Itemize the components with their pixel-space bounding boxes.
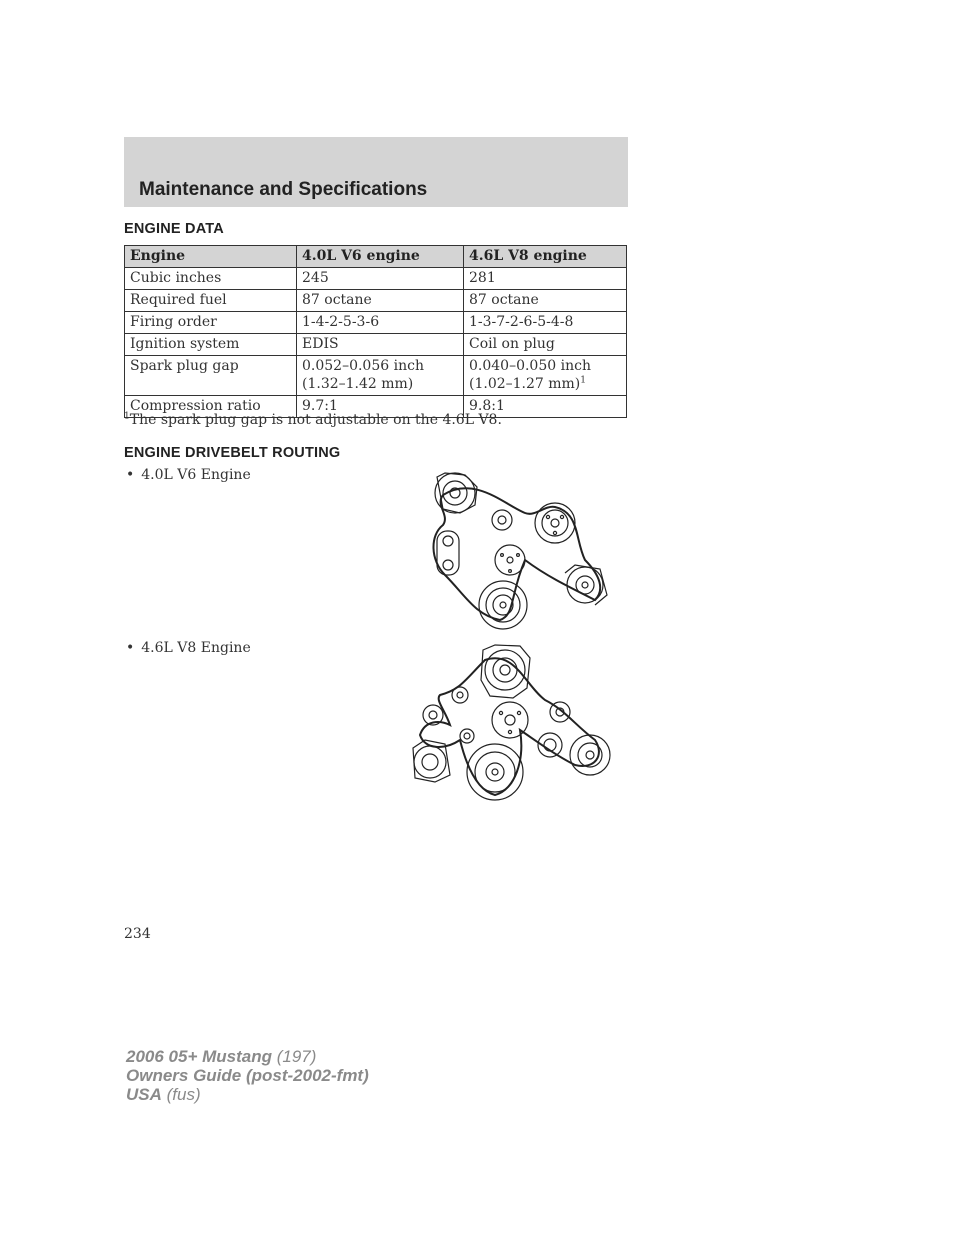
table-cell: Compression ratio <box>125 396 297 418</box>
footer-line: USA (fus) <box>126 1085 201 1104</box>
column-header: Engine <box>125 246 297 268</box>
table-row <box>125 312 627 334</box>
footnote-marker: 1 <box>124 411 130 422</box>
table-cell: 9.8:1 <box>464 396 627 418</box>
list-item-label: 4.6L V8 Engine <box>141 640 251 656</box>
table-footnote <box>124 412 502 428</box>
footnote-marker: 1 <box>580 375 587 386</box>
table-row <box>125 290 627 312</box>
v6-belt-diagram-icon <box>415 465 615 635</box>
footer-line: 2006 05+ Mustang (197) <box>126 1047 317 1066</box>
column-header: 4.6L V8 engine <box>464 246 627 268</box>
column-header: 4.0L V6 engine <box>297 246 464 268</box>
drivebelt-heading: ENGINE DRIVEBELT ROUTING <box>124 445 341 461</box>
list-item-label: 4.0L V6 Engine <box>141 467 251 483</box>
list-item <box>126 467 251 483</box>
engine-data-heading: ENGINE DATA <box>124 221 224 237</box>
table-cell <box>464 356 627 396</box>
row-label: Spark plug gap <box>130 358 239 374</box>
table-cell: 281 <box>464 268 627 290</box>
table-row <box>125 268 627 290</box>
bullet-marker: • <box>126 467 135 483</box>
table-cell: Firing order <box>125 312 297 334</box>
table-header-row <box>125 246 627 268</box>
table-cell: Required fuel <box>125 290 297 312</box>
table-cell <box>297 356 464 396</box>
table-row <box>125 356 627 396</box>
table-cell: 87 octane <box>464 290 627 312</box>
v8-belt-diagram-icon <box>405 640 615 805</box>
table-cell: 1-4-2-5-3-6 <box>297 312 464 334</box>
footer-line: Owners Guide (post-2002-fmt) <box>126 1066 369 1085</box>
gap-mm: (1.32–1.42 mm) <box>302 376 414 392</box>
section-title: Maintenance and Specifications <box>139 179 428 200</box>
table-cell <box>125 356 297 396</box>
bullet-marker: • <box>126 640 135 656</box>
engine-data-table <box>124 245 627 418</box>
table-cell: 1-3-7-2-6-5-4-8 <box>464 312 627 334</box>
table-cell: Cubic inches <box>125 268 297 290</box>
table-cell: 9.7:1 <box>297 396 464 418</box>
list-item <box>126 640 251 656</box>
table-cell: Coil on plug <box>464 334 627 356</box>
gap-inch: 0.040–0.050 inch <box>469 358 591 374</box>
document-footer <box>126 1047 369 1104</box>
table-cell: 87 octane <box>297 290 464 312</box>
table-row <box>125 334 627 356</box>
section-header-band <box>124 137 628 207</box>
table-cell: EDIS <box>297 334 464 356</box>
table-cell: Ignition system <box>125 334 297 356</box>
page-number: 234 <box>124 926 151 942</box>
footnote-text: The spark plug gap is not adjustable on the 4.6L V8. <box>129 412 502 428</box>
table-cell: 245 <box>297 268 464 290</box>
gap-inch: 0.052–0.056 inch <box>302 358 424 374</box>
gap-mm: (1.02–1.27 mm) <box>469 376 581 392</box>
